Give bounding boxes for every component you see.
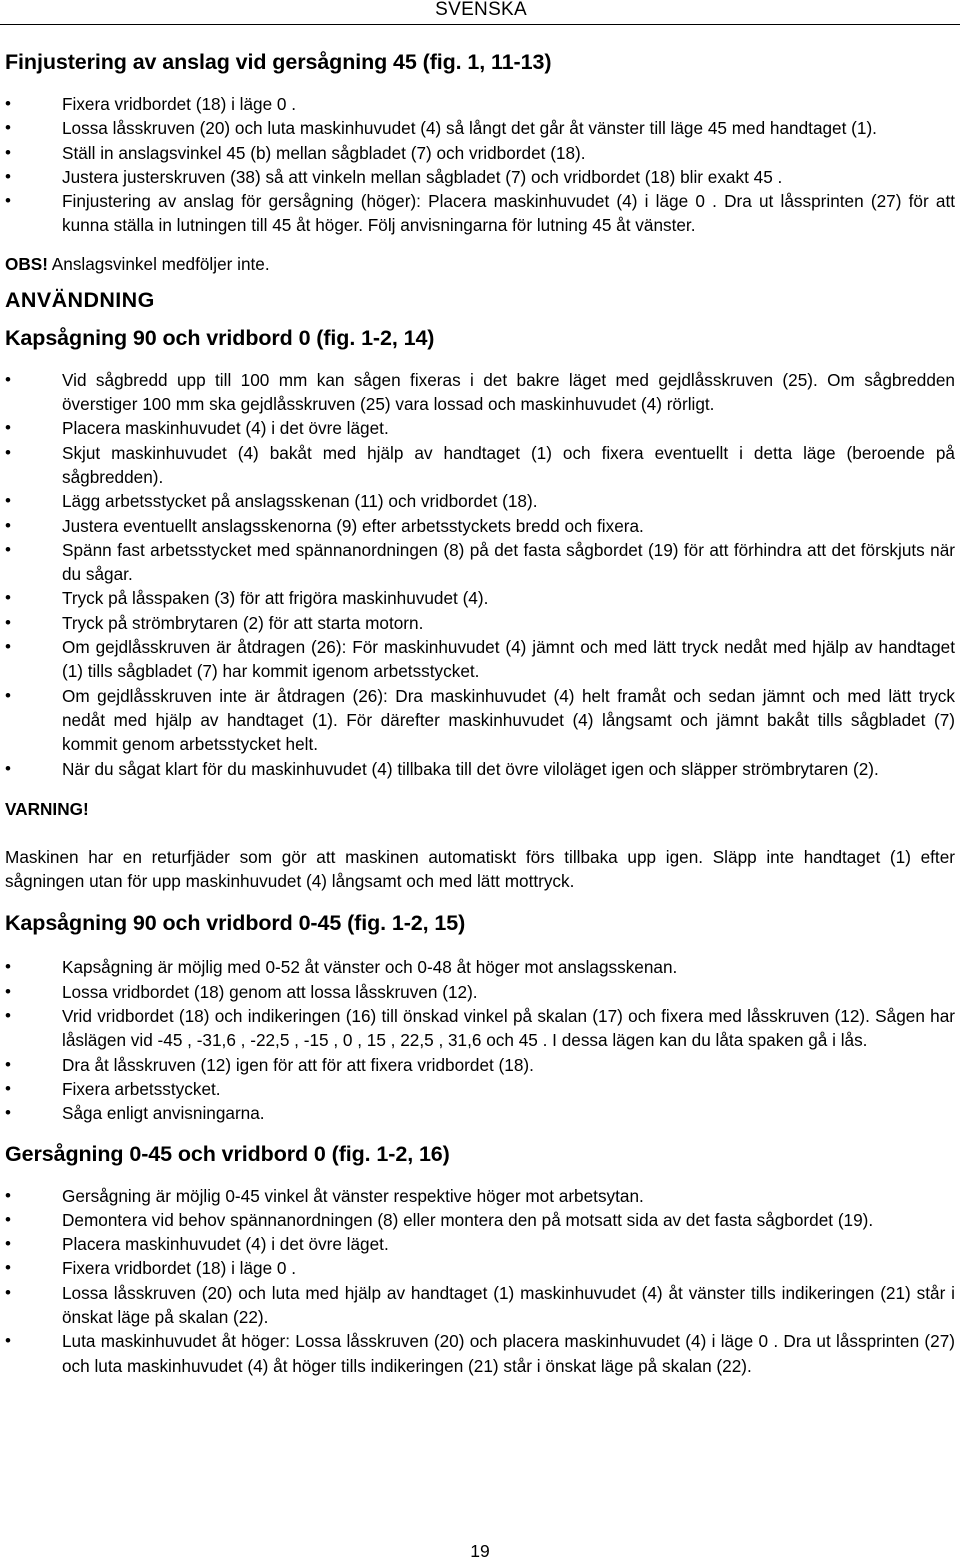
list-item: • Fixera vridbordet (18) i läge 0 . xyxy=(5,92,955,116)
list-item: • Vrid vridbordet (18) och indikeringen (16) till önskad vinkel på skalan (17) och fixera med låsskruven (12). Sågen har låslägen vid -45 , -31,6 , -22,5 , -15 , 0 , 15 , 22,5 , 31,6 och 45 . I dessa lägen kan du låta spaken gå i lås. xyxy=(5,1004,955,1053)
list-item: • Placera maskinhuvudet (4) i det övre läget. xyxy=(5,416,955,440)
language-label: SVENSKA xyxy=(435,0,527,20)
list-item: • Placera maskinhuvudet (4) i det övre läget. xyxy=(5,1232,955,1256)
list-item: • Finjustering av anslag för gersågning (höger): Placera maskinhuvudet (4) i läge 0 . Dra ut låssprinten (27) för att kunna ställa in lutningen till 45 åt höger. Följ anvisningarna för lutning 45 åt vänster. xyxy=(5,189,955,238)
crosscut-0-45-list xyxy=(5,955,955,1125)
mitre-list xyxy=(5,1184,955,1378)
list-item: • Lossa vridbordet (18) genom att lossa låsskruven (12). xyxy=(5,980,955,1004)
list-item: • Lossa låsskruven (20) och luta maskinhuvudet (4) så långt det går åt vänster till läge 45 med handtaget (1). xyxy=(5,116,955,140)
list-item: • Fixera vridbordet (18) i läge 0 . xyxy=(5,1256,955,1280)
language-header xyxy=(0,0,960,25)
note-label: OBS! xyxy=(5,253,48,274)
list-item: • Fixera arbetsstycket. xyxy=(5,1077,955,1101)
list-item: • Om gejdlåsskruven inte är åtdragen (26): Dra maskinhuvudet (4) helt framåt och sedan jämnt och med lätt tryck nedåt med hjälp av handtaget (1). För därefter maskinhuvudet (4) långsamt och jämnt bakåt tills sågbladet (7) kommit genom arbetsstycket helt. xyxy=(5,684,955,757)
fine-adjust-list xyxy=(5,92,955,238)
list-item: • Skjut maskinhuvudet (4) bakåt med hjälp av handtaget (1) och fixera eventuellt i detta läge (beroende på sågbredden). xyxy=(5,441,955,490)
list-item: • När du sågat klart för du maskinhuvudet (4) tillbaka till det övre viloläget igen och släpper strömbrytaren (2). xyxy=(5,757,955,781)
page-content xyxy=(5,48,955,1378)
section-heading-crosscut-0-45: Kapsågning 90 och vridbord 0-45 (fig. 1-2, 15) xyxy=(5,911,466,936)
section-heading-fine-adjust: Finjustering av anslag vid gersågning 45 (fig. 1, 11-13) xyxy=(5,50,552,74)
note-text: Anslagsvinkel medföljer inte. xyxy=(47,253,270,274)
page-number: 19 xyxy=(470,1541,490,1561)
list-item: • Spänn fast arbetsstycket med spännanordningen (8) på det fasta sågbordet (19) för att förhindra att det förskjuts när du sågar. xyxy=(5,538,955,587)
warning-label: VARNING! xyxy=(5,798,89,819)
warning-text: Maskinen har en returfjäder som gör att maskinen automatiskt förs tillbaka upp igen. Släpp inte handtaget (1) efter sågningen utan för upp maskinhuvudet (4) långsamt och med lätt mottryck. xyxy=(5,846,955,892)
list-item: • Tryck på låsspaken (3) för att frigöra maskinhuvudet (4). xyxy=(5,586,955,610)
list-item: • Såga enligt anvisningarna. xyxy=(5,1101,955,1125)
list-item: • Ställ in anslagsvinkel 45 (b) mellan sågbladet (7) och vridbordet (18). xyxy=(5,141,955,165)
list-item: • Justera justerskruven (38) så att vinkeln mellan sågbladet (7) och vridbordet (18) blir exakt 45 . xyxy=(5,165,955,189)
list-item: • Om gejdlåsskruven är åtdragen (26): För maskinhuvudet (4) jämnt och med lätt tryck nedåt med hjälp av handtaget (1) tills sågbladet (7) har kommit igenom arbetsstycket. xyxy=(5,635,955,684)
section-heading-usage: ANVÄNDNING xyxy=(5,287,155,312)
list-item: • Kapsågning är möjlig med 0-52 åt vänster och 0-48 åt höger mot anslagsskenan. xyxy=(5,955,955,979)
crosscut-0-list xyxy=(5,368,955,781)
list-item: • Gersågning är möjlig 0-45 vinkel åt vänster respektive höger mot arbetsytan. xyxy=(5,1184,955,1208)
list-item: • Dra åt låsskruven (12) igen för att för att fixera vridbordet (18). xyxy=(5,1053,955,1077)
section-heading-crosscut-0: Kapsågning 90 och vridbord 0 (fig. 1-2, 14) xyxy=(5,325,435,350)
list-item: • Vid sågbredd upp till 100 mm kan sågen fixeras i det bakre läget med gejdlåsskruven (25). Om sågbredden överstiger 100 mm ska gejdlåsskruven (25) vara lossad och maskinhuvudet (4) rörligt. xyxy=(5,368,955,417)
section-heading-mitre: Gersågning 0-45 och vridbord 0 (fig. 1-2, 16) xyxy=(5,1141,450,1166)
note-paragraph xyxy=(5,252,955,276)
list-item: • Justera eventuellt anslagsskenorna (9) efter arbetsstyckets bredd och fixera. xyxy=(5,514,955,538)
list-item: • Lossa låsskruven (20) och luta med hjälp av handtaget (1) maskinhuvudet (4) åt vänster tills indikeringen (21) står i önskat läge på skalan (22). xyxy=(5,1281,955,1330)
list-item: • Luta maskinhuvudet åt höger: Lossa låsskruven (20) och placera maskinhuvudet (4) i läge 0 . Dra ut låssprinten (27) och luta maskinhuvudet (4) åt höger tills indikeringen (21) står i önskat läge på skalan (22). xyxy=(5,1329,955,1378)
list-item: • Lägg arbetsstycket på anslagsskenan (11) och vridbordet (18). xyxy=(5,489,955,513)
list-item: • Demontera vid behov spännanordningen (8) eller montera den på motsatt sida av det fasta sågbordet (19). xyxy=(5,1208,955,1232)
list-item: • Tryck på strömbrytaren (2) för att starta motorn. xyxy=(5,611,955,635)
